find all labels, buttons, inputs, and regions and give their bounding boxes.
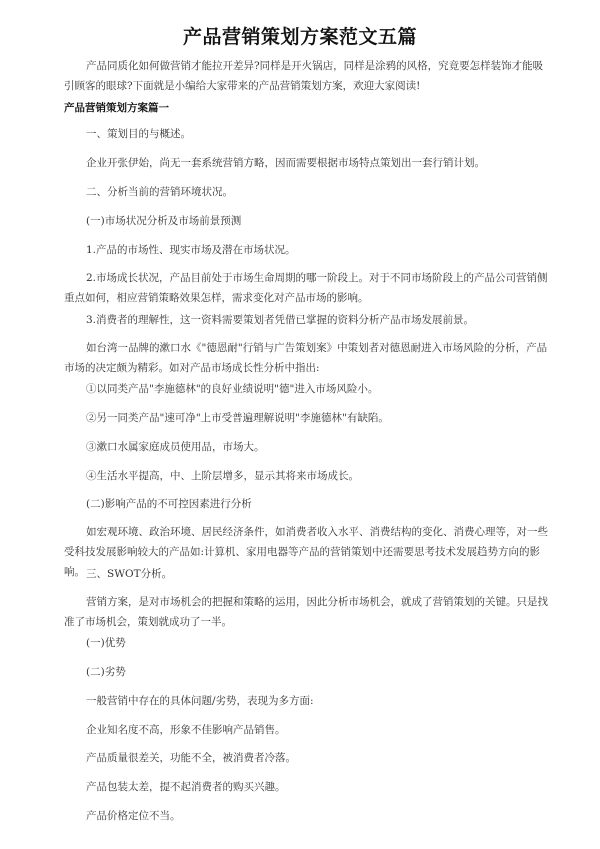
paragraph-point-3: 3.消费者的理解性，这一资料需要策划者凭借已掌握的资料分析产品市场发展前景。 [86,314,475,326]
list-item-circle-2: ②另一同类产品"速可净"上市受普遍理解说明"李施德林"有缺陷。 [86,412,389,424]
paragraph-point-1: 1.产品的市场性、现实市场及潜在市场状况。 [86,244,296,256]
list-item-circle-3: ③漱口水属家庭成员使用品，市场大。 [86,441,265,453]
paragraph-point-2: 2.市场成长状况，产品目前处于市场生命周期的哪一阶段上。对于不同市场阶段上的产品公司营销侧重点如何，相应营销策略效果怎样，需求变化对产品市场的影响。 [64,272,548,304]
paragraph-problem-pricing: 产品价格定位不当。 [86,810,181,822]
paragraph-marketing-plan: 营销方案，是对市场机会的把握和策略的运用，因此分析市场机会，就成了营销策划的关键。只是找准了市场机会，策划就成功了一半。 [64,596,548,628]
paragraph-problem-packaging: 产品包装太差，提不起消费者的购买兴趣。 [86,781,286,793]
paragraph-problem-quality: 产品质量很差关，功能不全，被消费者冷落。 [86,752,296,764]
list-item-circle-1: ①以同类产品"李施德林"的良好业绩说明"德"进入市场风险小。 [86,383,379,395]
paragraph-macro-environment: 如宏观环境、政治环境、居民经济条件，如消费者收入水平、消费结构的变化、消费心理等，对一些受科技发展影响较大的产品如:计算机、家用电器等产品的营销策划中还需要思考技术发展趋势方向的影响。 [64,526,548,578]
paragraph-problem-brand: 企业知名度不高，形象不佳影响产品销售。 [86,724,286,736]
intro-paragraph: 产品同质化如何做营销才能拉开差异?同样是开火锅店，同样是涂鸦的风格，究竟要怎样装饰才能吸引顾客的眼球?下面就是小编给大家带来的产品营销策划方案，欢迎大家阅读! [64,60,544,92]
paragraph-environment: 二、分析当前的营销环境状况。 [86,186,233,198]
paragraph-problems-intro: 一般营销中存在的具体问题/劣势，表现为多方面: [86,695,314,707]
paragraph-market-forecast: (一)市场状况分析及市场前景预测 [86,215,242,227]
paragraph-case-study: 如台湾一品牌的漱口水《"德恩耐"行销与广告策划案》中策划者对德恩耐进入市场风险的分析，产品市场的决定颇为精彩。如对产品市场成长性分析中指出: [64,342,548,374]
page-title: 产品营销策划方案范文五篇 [182,26,417,48]
paragraph-strengths: (一)优势 [86,637,126,649]
paragraph-swot: 三、SWOT分析。 [86,568,173,580]
list-item-circle-4: ④生活水平提高，中、上阶层增多，显示其将来市场成长。 [86,470,359,482]
paragraph-purpose: 一、策划目的与概述。 [86,128,191,140]
paragraph-company-start: 企业开张伊始，尚无一套系统营销方略，因而需要根据市场特点策划出一套行销计划。 [86,157,485,169]
paragraph-uncontrollable-factors: (二)影响产品的不可控因素进行分析 [86,498,252,510]
section-heading: 产品营销策划方案篇一 [64,102,169,114]
paragraph-weaknesses: (二)劣势 [86,666,126,678]
